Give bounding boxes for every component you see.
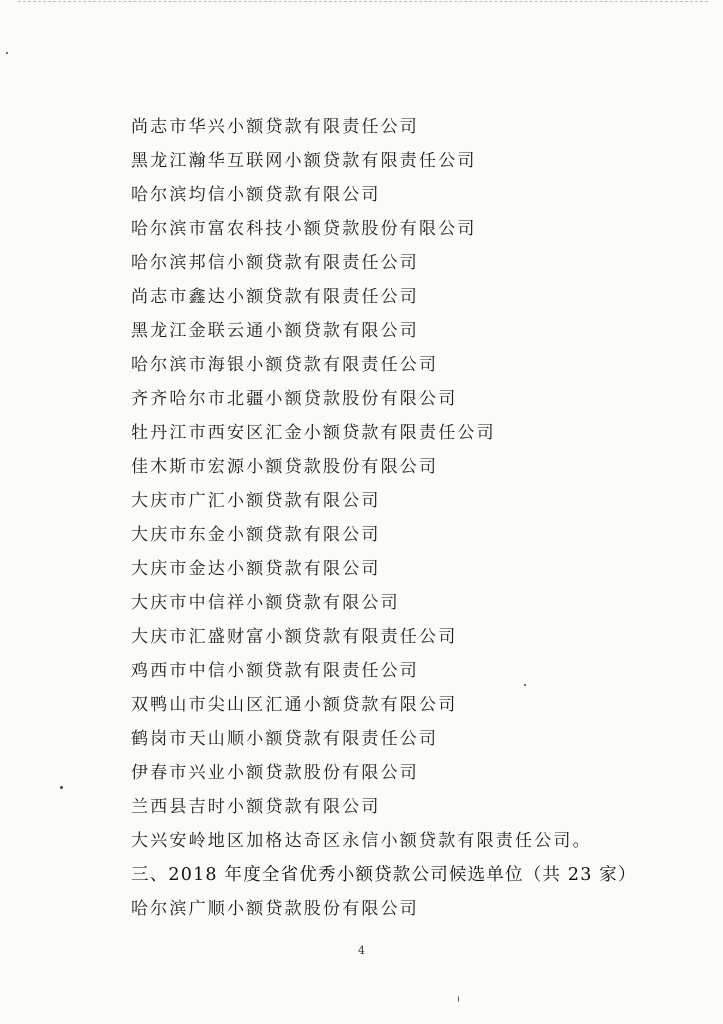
list-item: 黑龙江瀚华互联网小额贷款有限责任公司: [131, 151, 477, 171]
scan-speck: [6, 52, 8, 54]
list-item: 大庆市中信祥小额贷款有限公司: [131, 593, 400, 613]
scan-speck: [60, 786, 63, 789]
list-item: 齐齐哈尔市北疆小额贷款股份有限公司: [131, 389, 458, 409]
section-first-company: 哈尔滨广顺小额贷款股份有限公司: [131, 899, 419, 919]
list-item: 牡丹江市西安区汇金小额贷款有限责任公司: [131, 423, 496, 443]
top-scan-edge: [18, 1, 708, 2]
list-item: 大庆市金达小额贷款有限公司: [131, 559, 381, 579]
scan-speck: [524, 684, 526, 686]
list-item: 尚志市华兴小额贷款有限责任公司: [131, 117, 419, 137]
list-item: 哈尔滨邦信小额贷款有限责任公司: [131, 253, 419, 273]
list-item: 鹤岗市天山顺小额贷款有限责任公司: [131, 729, 439, 749]
list-item: 伊春市兴业小额贷款股份有限公司: [131, 763, 419, 783]
list-item: 鸡西市中信小额贷款有限责任公司: [131, 661, 419, 681]
list-item: 兰西县吉时小额贷款有限公司: [131, 797, 381, 817]
page-number: 4: [358, 944, 365, 957]
list-item: 哈尔滨市富农科技小额贷款股份有限公司: [131, 219, 477, 239]
list-item: 佳木斯市宏源小额贷款股份有限公司: [131, 457, 439, 477]
list-item: 尚志市鑫达小额贷款有限责任公司: [131, 287, 419, 307]
list-item: 大庆市汇盛财富小额贷款有限责任公司: [131, 627, 458, 647]
company-list: [131, 110, 592, 858]
list-item: 大庆市广汇小额贷款有限公司: [131, 491, 381, 511]
list-item: 哈尔滨市海银小额贷款有限责任公司: [131, 355, 439, 375]
list-item: 哈尔滨均信小额贷款有限公司: [131, 185, 381, 205]
list-item: 双鸭山市尖山区汇通小额贷款有限公司: [131, 695, 458, 715]
list-item: 大庆市东金小额贷款有限公司: [131, 525, 381, 545]
scan-speck: [458, 996, 459, 1002]
list-item: 大兴安岭地区加格达奇区永信小额贷款有限责任公司。: [131, 831, 592, 851]
section-heading: 三、2018 年度全省优秀小额贷款公司候选单位（共 23 家）: [131, 865, 637, 885]
list-item: 黑龙江金联云通小额贷款有限公司: [131, 321, 419, 341]
